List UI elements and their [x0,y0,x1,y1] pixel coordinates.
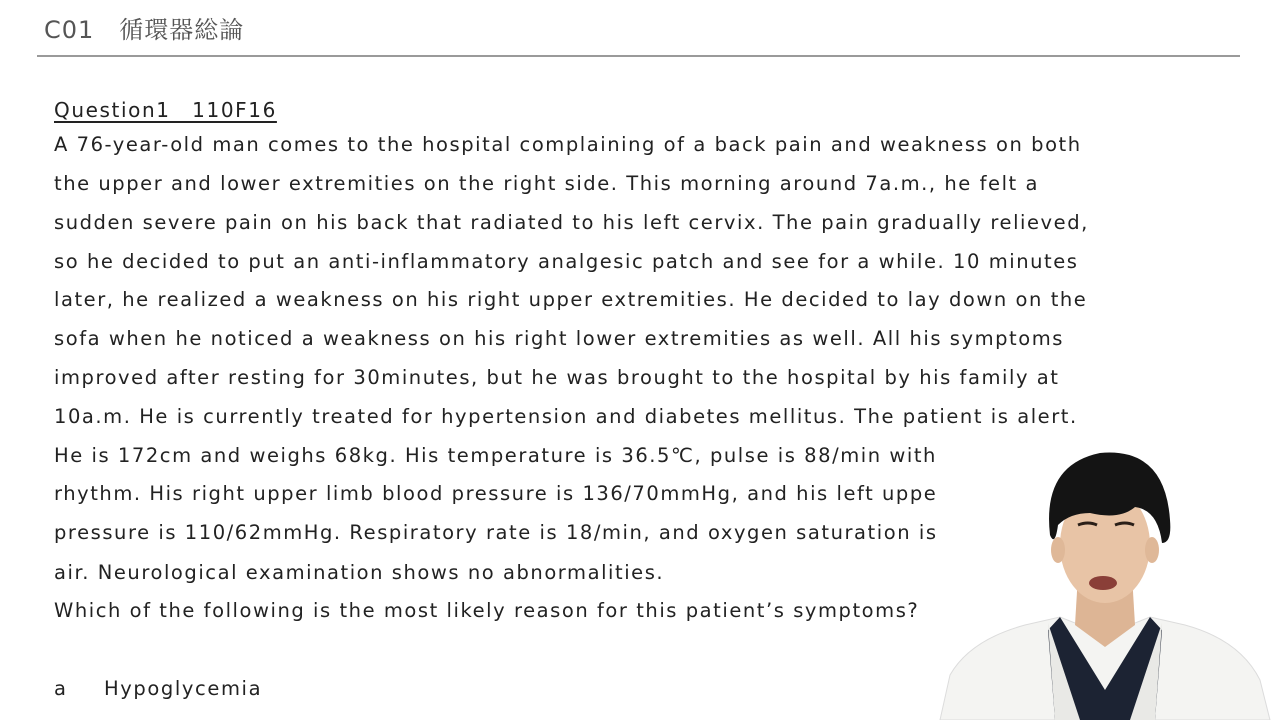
question-line: rhythm. His right upper limb blood pressure is 136/70mmHg, and his left uppe [54,482,938,505]
option-a [54,677,262,700]
question-line: sofa when he noticed a weakness on his right lower extremities as well. All his symptoms [54,327,1064,350]
question-line: so he decided to put an anti-inflammatory analgesic patch and see for a while. 10 minutes [54,250,1079,273]
question-line: He is 172cm and weighs 68kg. His temperature is 36.5℃, pulse is 88/min with [54,444,937,467]
question-line: the upper and lower extremities on the right side. This morning around 7a.m., he felt a [54,172,1039,195]
mouth [1089,576,1117,590]
question-label: Question1 110F16 [54,98,277,122]
presenter-figure [930,425,1280,720]
presenter-video-overlay [930,425,1280,720]
question-prompt: Which of the following is the most likely reason for this patient’s symptoms? [54,599,920,622]
question-line: air. Neurological examination shows no abnormalities. [54,561,665,584]
ear-left [1051,537,1065,563]
option-letter: a [54,677,68,700]
section-title: C01 循環器総論 [44,16,245,44]
question-line: 10a.m. He is currently treated for hypertension and diabetes mellitus. The patient is alert. [54,405,1078,428]
header-divider [37,55,1240,57]
question-line: later, he realized a weakness on his right upper extremities. He decided to lay down on the [54,288,1088,311]
question-line: sudden severe pain on his back that radiated to his left cervix. The pain gradually relieved, [54,211,1089,234]
question-line: pressure is 110/62mmHg. Respiratory rate is 18/min, and oxygen saturation is [54,521,938,544]
question-line: improved after resting for 30minutes, but he was brought to the hospital by his family at [54,366,1060,389]
question-line: A 76-year-old man comes to the hospital complaining of a back pain and weakness on both [54,133,1082,156]
option-text: Hypoglycemia [104,677,263,700]
ear-right [1145,537,1159,563]
